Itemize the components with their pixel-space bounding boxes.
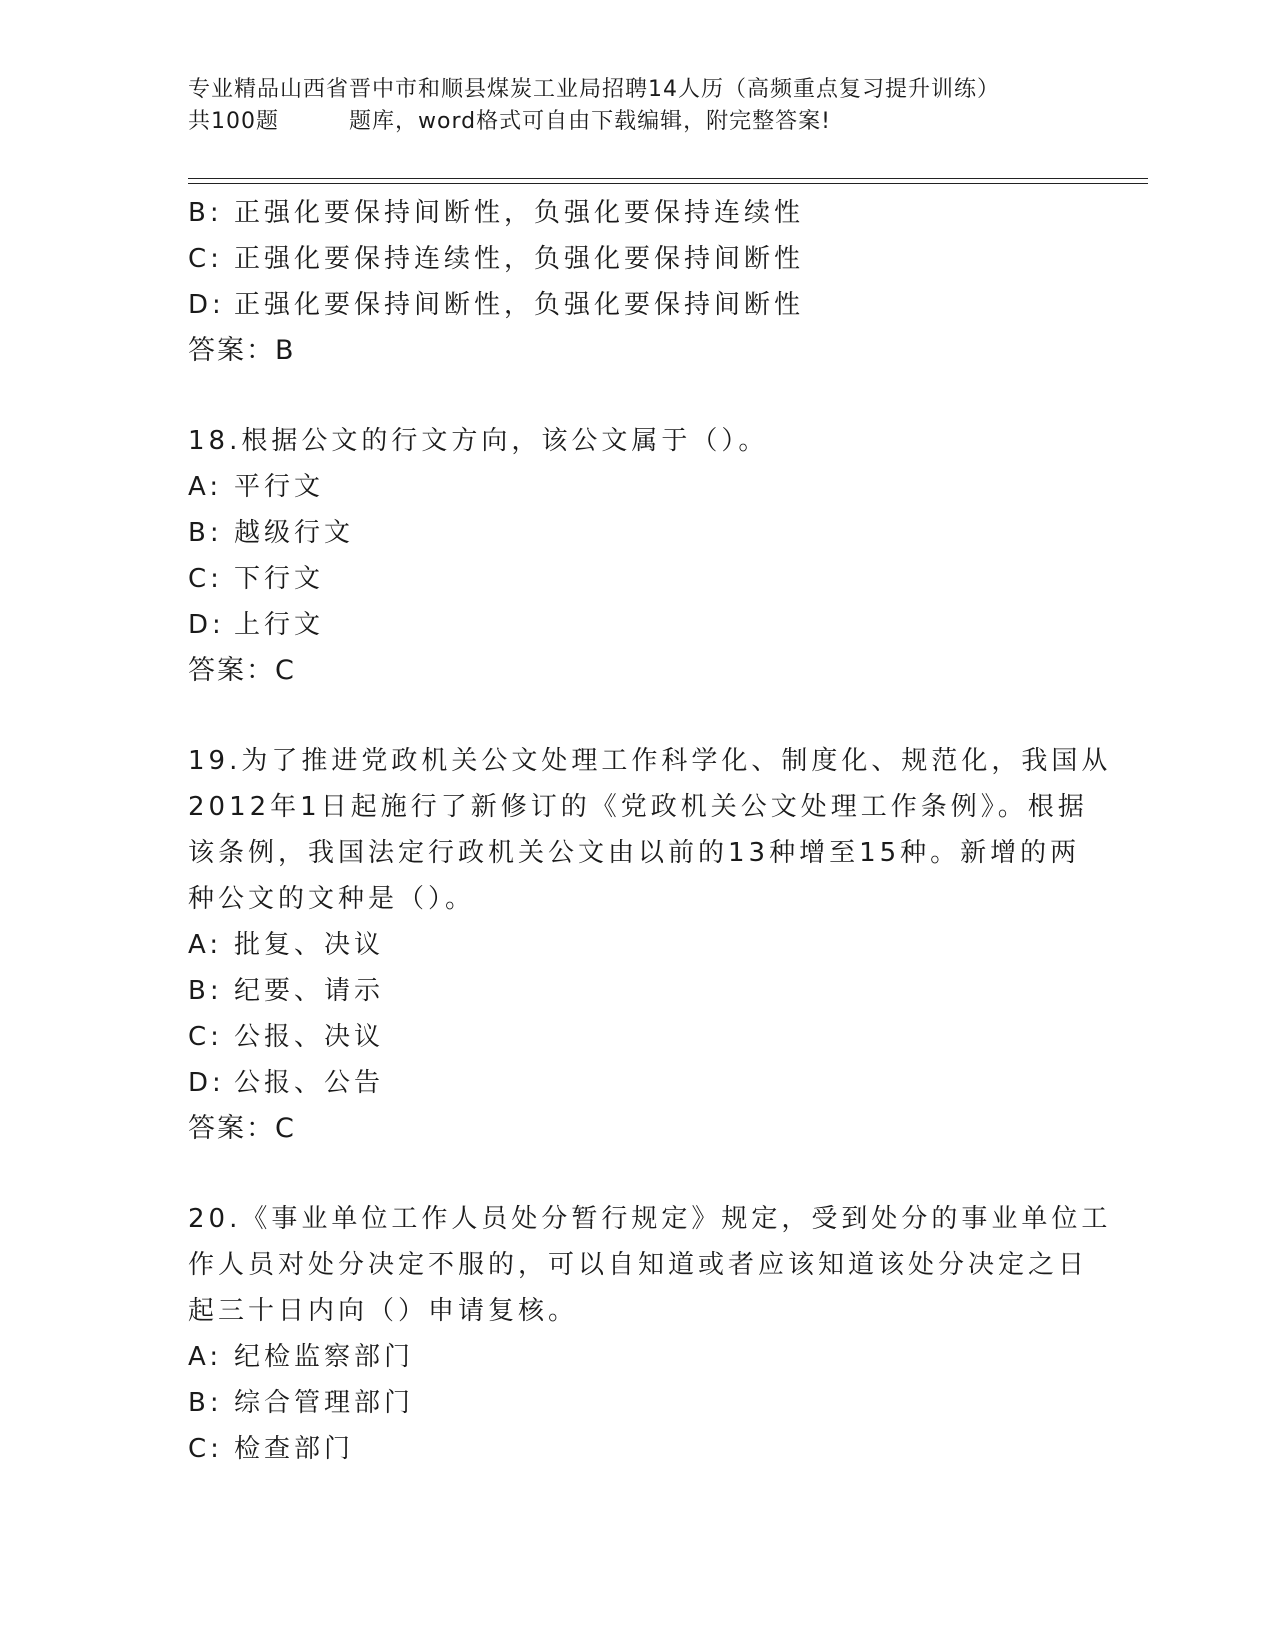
option-text: 正强化要保持间断性，负强化要保持间断性: [234, 290, 805, 320]
option-key: B:: [188, 518, 223, 548]
option-b: [188, 968, 1088, 1014]
option-text: 正强化要保持间断性，负强化要保持连续性: [234, 198, 805, 228]
question-stem-line: 种公文的文种是（）。: [188, 884, 476, 914]
option-text: 批复、决议: [234, 930, 385, 960]
option-c: [188, 236, 1088, 282]
question-20: [188, 1196, 1112, 1472]
option-c: [188, 556, 1088, 602]
question-stem-line: 起三十日内向（）申请复核。: [188, 1296, 579, 1326]
option-b: [188, 510, 1088, 556]
option-key: A:: [188, 1342, 223, 1372]
question-stem-line: 该条例，我国法定行政机关公文由以前的13种增至15种。新增的两: [188, 838, 1081, 868]
answer-line: 答案：B: [188, 335, 296, 366]
option-key: C:: [188, 1434, 223, 1464]
option-b: [188, 1380, 1088, 1426]
option-b: [188, 190, 1088, 236]
option-a: [188, 922, 1088, 968]
option-a: [188, 1334, 1088, 1380]
option-text: 下行文: [234, 564, 325, 594]
option-key: A:: [188, 472, 223, 502]
option-text: 上行文: [234, 610, 325, 640]
option-d: [188, 602, 1088, 648]
header-description: 题库，word格式可自由下载编辑，附完整答案!: [349, 109, 831, 134]
option-text: 公报、决议: [234, 1022, 385, 1052]
option-text: 越级行文: [234, 518, 355, 548]
option-key: B:: [188, 198, 223, 228]
question-17-continued: [188, 190, 1088, 374]
header-subtitle-line: [188, 106, 1088, 138]
option-text: 公报、公告: [234, 1068, 385, 1098]
option-text: 综合管理部门: [234, 1388, 415, 1418]
option-text: 平行文: [234, 472, 325, 502]
answer-line: 答案：C: [188, 1113, 296, 1144]
question-stem-line: 2012年1日起施行了新修订的《党政机关公文处理工作条例》。根据: [188, 792, 1088, 822]
option-text: 纪要、请示: [234, 976, 385, 1006]
option-key: A:: [188, 930, 223, 960]
header-title-line: 专业精品山西省晋中市和顺县煤炭工业局招聘14人历（高频重点复习提升训练）: [188, 77, 1000, 102]
header-question-count: 共100题: [188, 109, 279, 134]
option-text: 检查部门: [234, 1434, 355, 1464]
option-a: [188, 464, 1088, 510]
option-key: D:: [188, 1068, 225, 1098]
answer-line: 答案：C: [188, 655, 296, 686]
page-header: [188, 74, 1088, 138]
question-stem-line: 作人员对处分决定不服的，可以自知道或者应该知道该处分决定之日: [188, 1250, 1089, 1280]
header-divider-bottom: [188, 183, 1148, 184]
option-d: [188, 282, 1088, 328]
option-c: [188, 1014, 1088, 1060]
option-d: [188, 1060, 1088, 1106]
header-divider-top: [188, 178, 1148, 179]
question-19: [188, 738, 1112, 1152]
option-key: B:: [188, 1388, 223, 1418]
option-key: D:: [188, 610, 225, 640]
option-text: 纪检监察部门: [234, 1342, 415, 1372]
question-stem: 18.根据公文的行文方向，该公文属于（）。: [188, 426, 769, 456]
question-18: [188, 418, 1088, 694]
option-key: B:: [188, 976, 223, 1006]
option-key: C:: [188, 1022, 223, 1052]
option-key: C:: [188, 564, 223, 594]
option-key: C:: [188, 244, 223, 274]
document-body: [188, 190, 1112, 1472]
question-stem-line: 19.为了推进党政机关公文处理工作科学化、制度化、规范化，我国从: [188, 746, 1112, 776]
option-c: [188, 1426, 1088, 1472]
option-key: D:: [188, 290, 225, 320]
question-stem-line: 20.《事业单位工作人员处分暂行规定》规定，受到处分的事业单位工: [188, 1204, 1112, 1234]
option-text: 正强化要保持连续性，负强化要保持间断性: [234, 244, 805, 274]
